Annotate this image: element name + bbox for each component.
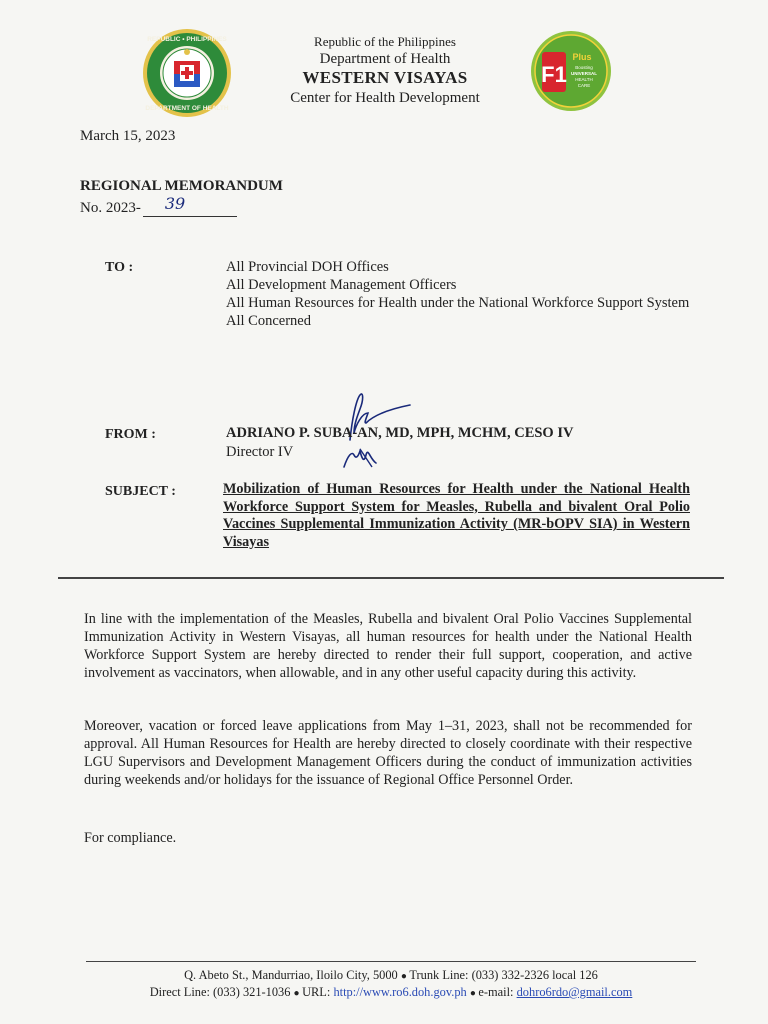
f1-plus-text: Plus (572, 52, 592, 62)
header-republic: Republic of the Philippines (314, 34, 456, 49)
from-title: Director IV (226, 444, 294, 460)
footer-email-label: e-mail: (478, 985, 514, 999)
to-label: TO : (105, 260, 134, 275)
memo-number-prefix: No. 2023- (80, 200, 141, 216)
from-label: FROM : (105, 427, 156, 442)
f1-plus-logo (530, 30, 612, 112)
header-department: Department of Health (319, 51, 451, 67)
memo-title: REGIONAL MEMORANDUM (80, 178, 283, 194)
memo-date: March 15, 2023 (80, 128, 176, 144)
body-paragraph-2: Moreover, vacation or forced leave applications from May 1–31, 2023, shall not be recommended for approval. All Human Resources for Health are hereby directed to closely coordinate with their respective LGU Supervisors and Development Management Officers during the conduct of immunization activities during weekends and/or holidays for the issuance of Regional Office Personnel Order. (84, 718, 692, 788)
memo-number-handwritten: 39 (164, 194, 186, 213)
memo-number-blank (143, 194, 237, 217)
f1-badge-text: F1 (541, 62, 567, 87)
footer-url-link[interactable]: http://www.ro6.doh.gov.ph (333, 985, 467, 999)
f1-line-2: UNIVERSAL (570, 71, 598, 76)
f1-line-4: CARE (577, 83, 591, 88)
recipient-item: All Concerned (226, 313, 311, 329)
to-recipients (226, 258, 696, 330)
header-region: WESTERN VISAYAS (302, 68, 468, 87)
from-name: ADRIANO P. SUBA-AN, MD, MPH, MCHM, CESO IV (226, 425, 574, 441)
footer-url-label: URL: (302, 985, 331, 999)
recipient-item: All Development Management Officers (226, 277, 457, 293)
footer-direct-line: Direct Line: (033) 321-1036 (149, 985, 291, 999)
memo-number (80, 194, 237, 217)
seal-left-bottom-text: DEPARTMENT OF HEALTH (145, 105, 229, 112)
seal-left-top-text: REPUBLIC • PHILIPPINES (147, 36, 227, 43)
bullet-icon: ● (293, 988, 303, 999)
bullet-icon: ● (469, 988, 479, 999)
header-center: Center for Health Development (290, 90, 480, 106)
section-divider (58, 577, 724, 579)
bullet-icon: ● (400, 971, 410, 982)
recipient-item: All Human Resources for Health under the National Workforce Support System (226, 295, 690, 311)
footer-line-2 (86, 985, 696, 1000)
footer-trunk-line: Trunk Line: (033) 332-2326 local 126 (409, 968, 598, 982)
f1-line-3: HEALTH (575, 77, 593, 82)
footer-email-link[interactable]: dohro6rdo@gmail.com (516, 985, 633, 999)
footer-address: Q. Abeto St., Mandurriao, Iloilo City, 5000 (184, 968, 398, 982)
body-paragraph-1: In line with the implementation of the Measles, Rubella and bivalent Oral Polio Vaccines Supplemental Immunization Activity in Western Visayas, all human resources for health under the National Health Workforce Support System are hereby directed to render their full support, cooperation, and active involvement as vaccinators, when allowable, and in any other useful capacity during this activity. (84, 611, 692, 681)
doh-seal-logo (142, 28, 232, 118)
footer-line-1 (86, 968, 696, 983)
closing-text: For compliance. (84, 830, 177, 846)
subject-label: SUBJECT : (105, 484, 176, 499)
subject-text: Mobilization of Human Resources for Health under the National Health Workforce Support System for Measles, Rubella and bivalent Oral Polio Vaccines Supplemental Immunization Activity (MR-bOPV SIA) in Western Visayas (223, 481, 690, 550)
recipient-item: All Provincial DOH Offices (226, 259, 389, 275)
footer-divider (86, 961, 696, 962)
f1-line-1: Boosting (575, 65, 593, 70)
